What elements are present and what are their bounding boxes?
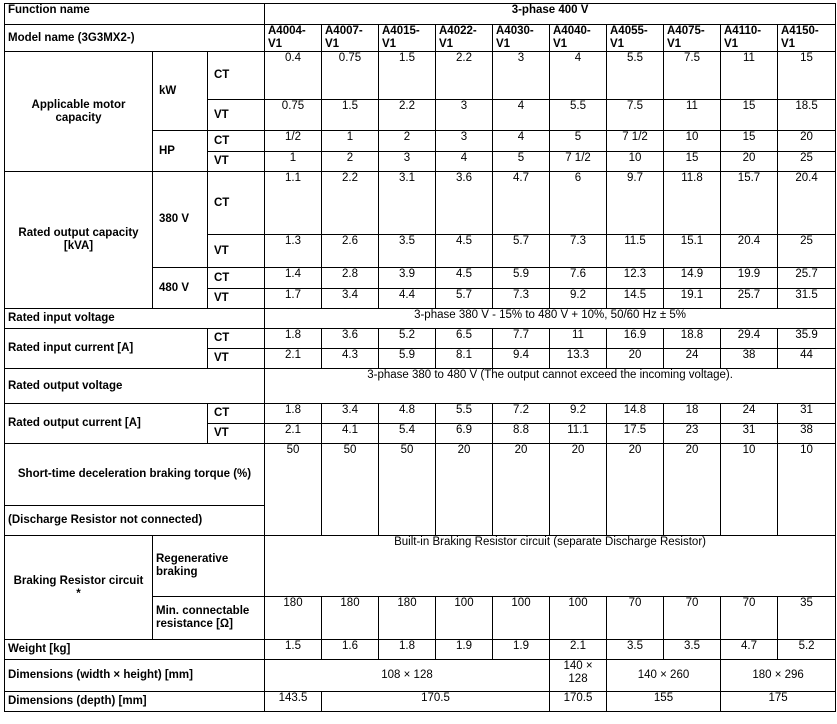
- value-cell: 10: [778, 444, 836, 536]
- value-cell: 2.1: [265, 424, 322, 444]
- model-name-cell: A4055-V1: [607, 25, 664, 52]
- value-cell: 1.5: [322, 100, 379, 131]
- value-cell: 4: [550, 52, 607, 100]
- value-cell: 11.1: [550, 424, 607, 444]
- value-cell: 35.9: [778, 329, 836, 349]
- value-cell: 13.3: [550, 349, 607, 369]
- value-cell: 35: [778, 597, 836, 640]
- regenerative-value: Built-in Braking Resistor circuit (separate Discharge Resistor): [265, 536, 836, 597]
- value-cell: 2.2: [436, 52, 493, 100]
- value-cell: 4.3: [322, 349, 379, 369]
- dimensions-wh-label: Dimensions (width × height) [mm]: [5, 660, 265, 692]
- value-cell: 20: [664, 444, 721, 536]
- value-cell: 1.4: [265, 268, 322, 289]
- value-cell: 11: [550, 329, 607, 349]
- model-name-cell: A4015-V1: [379, 25, 436, 52]
- value-cell: 10: [664, 131, 721, 152]
- value-cell: 3.6: [322, 329, 379, 349]
- value-cell: 31: [721, 424, 778, 444]
- value-cell: 8.1: [436, 349, 493, 369]
- value-cell: 5.7: [436, 289, 493, 309]
- model-name-cell: A4004-V1: [265, 25, 322, 52]
- dim-depth-cell: 175: [721, 692, 836, 712]
- output-current-ct-row: [5, 404, 836, 424]
- value-cell: 2: [322, 152, 379, 172]
- hp-label: HP: [153, 131, 208, 172]
- value-cell: 3.1: [379, 172, 436, 235]
- rated-input-current-label: Rated input current [A]: [5, 329, 208, 369]
- value-cell: 1.5: [265, 640, 322, 660]
- weight-row: [5, 640, 836, 660]
- value-cell: 3.5: [607, 640, 664, 660]
- value-cell: 5: [493, 152, 550, 172]
- value-cell: 7.7: [493, 329, 550, 349]
- value-cell: 23: [664, 424, 721, 444]
- value-cell: 4.1: [322, 424, 379, 444]
- value-cell: 12.3: [607, 268, 664, 289]
- value-cell: 5.4: [379, 424, 436, 444]
- value-cell: 100: [436, 597, 493, 640]
- model-name-label: Model name (3G3MX2-): [5, 25, 265, 52]
- value-cell: 7.3: [493, 289, 550, 309]
- value-cell: 2.6: [322, 235, 379, 268]
- model-name-cell: A4075-V1: [664, 25, 721, 52]
- kw-label: kW: [153, 52, 208, 131]
- value-cell: 100: [550, 597, 607, 640]
- ct-label: CT: [208, 131, 265, 152]
- value-cell: 3: [379, 152, 436, 172]
- value-cell: 180: [379, 597, 436, 640]
- value-cell: 3.5: [379, 235, 436, 268]
- regenerative-label: Regenerative braking: [153, 536, 265, 597]
- rated-output-capacity-label: Rated output capacity [kVA]: [5, 172, 153, 309]
- braking-circuit-star: *: [76, 587, 81, 600]
- value-cell: 5.5: [607, 52, 664, 100]
- value-cell: 70: [607, 597, 664, 640]
- rated-output-voltage-row: [5, 369, 836, 404]
- value-cell: 17.5: [607, 424, 664, 444]
- dim-wh-cell: 140 × 128: [550, 660, 607, 692]
- value-cell: 2.2: [322, 172, 379, 235]
- value-cell: 9.2: [550, 289, 607, 309]
- value-cell: 1.5: [379, 52, 436, 100]
- function-name-row: [5, 4, 836, 25]
- vt-label: VT: [208, 349, 265, 369]
- value-cell: 2.2: [379, 100, 436, 131]
- value-cell: 24: [664, 349, 721, 369]
- value-cell: 14.8: [607, 404, 664, 424]
- value-cell: 0.75: [265, 100, 322, 131]
- value-cell: 1.3: [265, 235, 322, 268]
- v380-label: 380 V: [153, 172, 208, 268]
- value-cell: 15.1: [664, 235, 721, 268]
- value-cell: 25: [778, 235, 836, 268]
- value-cell: 6: [550, 172, 607, 235]
- dim-depth-cell: 170.5: [322, 692, 550, 712]
- value-cell: 7.3: [550, 235, 607, 268]
- value-cell: 20: [607, 349, 664, 369]
- braking-torque-row: [5, 444, 836, 506]
- value-cell: 16.9: [607, 329, 664, 349]
- value-cell: 2.1: [550, 640, 607, 660]
- value-cell: 20.4: [721, 235, 778, 268]
- value-cell: 1/2: [265, 131, 322, 152]
- rated-output-current-label: Rated output current [A]: [5, 404, 208, 444]
- value-cell: 15: [721, 131, 778, 152]
- braking-circuit-text: Braking Resistor circuit: [13, 574, 144, 587]
- value-cell: 38: [778, 424, 836, 444]
- value-cell: 50: [379, 444, 436, 536]
- value-cell: 25.7: [721, 289, 778, 309]
- model-name-cell: A4110-V1: [721, 25, 778, 52]
- value-cell: 4: [436, 152, 493, 172]
- value-cell: 15: [664, 152, 721, 172]
- value-cell: 3.6: [436, 172, 493, 235]
- value-cell: 5.2: [778, 640, 836, 660]
- value-cell: 7 1/2: [607, 131, 664, 152]
- dim-wh-cell: 140 × 260: [607, 660, 721, 692]
- regenerative-row: [5, 536, 836, 597]
- value-cell: 50: [265, 444, 322, 536]
- dimensions-depth-row: [5, 692, 836, 712]
- value-cell: 11: [721, 52, 778, 100]
- value-cell: 8.8: [493, 424, 550, 444]
- value-cell: 3: [436, 100, 493, 131]
- dimensions-depth-label: Dimensions (depth) [mm]: [5, 692, 265, 712]
- value-cell: 38: [721, 349, 778, 369]
- value-cell: 5.5: [436, 404, 493, 424]
- model-name-cell: A4150-V1: [778, 25, 836, 52]
- min-resistance-label: Min. connectable resistance [Ω]: [153, 597, 265, 640]
- value-cell: 1.8: [265, 404, 322, 424]
- vt-label: VT: [208, 235, 265, 268]
- value-cell: 100: [493, 597, 550, 640]
- value-cell: 0.75: [322, 52, 379, 100]
- value-cell: 20: [778, 131, 836, 152]
- value-cell: 24: [721, 404, 778, 424]
- value-cell: 1.9: [436, 640, 493, 660]
- value-cell: 3: [436, 131, 493, 152]
- kw-ct-row: [5, 52, 836, 100]
- value-cell: 3: [493, 52, 550, 100]
- value-cell: 4.7: [493, 172, 550, 235]
- value-cell: 0.4: [265, 52, 322, 100]
- v480-label: 480 V: [153, 268, 208, 309]
- input-current-ct-row: [5, 329, 836, 349]
- value-cell: 9.7: [607, 172, 664, 235]
- value-cell: 7.5: [607, 100, 664, 131]
- model-name-cell: A4007-V1: [322, 25, 379, 52]
- applicable-motor-label: Applicable motor capacity: [5, 52, 153, 172]
- value-cell: 20: [436, 444, 493, 536]
- value-cell: 19.9: [721, 268, 778, 289]
- value-cell: 10: [721, 444, 778, 536]
- value-cell: 31: [778, 404, 836, 424]
- value-cell: 5.9: [379, 349, 436, 369]
- value-cell: 11.5: [607, 235, 664, 268]
- value-cell: 4.5: [436, 235, 493, 268]
- dimensions-wh-row: [5, 660, 836, 692]
- value-cell: 44: [778, 349, 836, 369]
- value-cell: 4.4: [379, 289, 436, 309]
- ct-label: CT: [208, 52, 265, 100]
- value-cell: 29.4: [721, 329, 778, 349]
- value-cell: 7.2: [493, 404, 550, 424]
- value-cell: 15.7: [721, 172, 778, 235]
- value-cell: 19.1: [664, 289, 721, 309]
- rated-input-voltage-row: [5, 309, 836, 329]
- value-cell: 7.6: [550, 268, 607, 289]
- rated-input-voltage-label: Rated input voltage: [5, 309, 265, 329]
- value-cell: 5.7: [493, 235, 550, 268]
- value-cell: 1: [265, 152, 322, 172]
- value-cell: 9.2: [550, 404, 607, 424]
- value-cell: 20: [607, 444, 664, 536]
- value-cell: 1: [322, 131, 379, 152]
- value-cell: 25: [778, 152, 836, 172]
- kva380-ct-row: [5, 172, 836, 235]
- dim-depth-cell: 143.5: [265, 692, 322, 712]
- value-cell: 6.9: [436, 424, 493, 444]
- value-cell: 1.1: [265, 172, 322, 235]
- vt-label: VT: [208, 100, 265, 131]
- value-cell: 2.8: [322, 268, 379, 289]
- ct-label: CT: [208, 404, 265, 424]
- value-cell: 15: [721, 100, 778, 131]
- value-cell: 9.4: [493, 349, 550, 369]
- value-cell: 25.7: [778, 268, 836, 289]
- value-cell: 4: [493, 131, 550, 152]
- value-cell: 4.7: [721, 640, 778, 660]
- value-cell: 18: [664, 404, 721, 424]
- value-cell: 3.5: [664, 640, 721, 660]
- value-cell: 1.8: [265, 329, 322, 349]
- value-cell: 70: [664, 597, 721, 640]
- dim-depth-cell: 170.5: [550, 692, 607, 712]
- ct-label: CT: [208, 268, 265, 289]
- value-cell: 4.8: [379, 404, 436, 424]
- ct-label: CT: [208, 172, 265, 235]
- value-cell: 7.5: [664, 52, 721, 100]
- ct-label: CT: [208, 329, 265, 349]
- value-cell: 2: [379, 131, 436, 152]
- value-cell: 1.9: [493, 640, 550, 660]
- rated-output-voltage-value: 3-phase 380 to 480 V (The output cannot exceed the incoming voltage).: [265, 369, 836, 404]
- value-cell: 6.5: [436, 329, 493, 349]
- model-name-cell: A4022-V1: [436, 25, 493, 52]
- dim-wh-cell: 180 × 296: [721, 660, 836, 692]
- value-cell: 15: [778, 52, 836, 100]
- value-cell: 31.5: [778, 289, 836, 309]
- value-cell: 5.9: [493, 268, 550, 289]
- value-cell: 1.6: [322, 640, 379, 660]
- vt-label: VT: [208, 424, 265, 444]
- braking-torque-label: Short-time deceleration braking torque (%): [5, 444, 265, 506]
- value-cell: 70: [721, 597, 778, 640]
- model-name-row: [5, 25, 836, 52]
- value-cell: 1.7: [265, 289, 322, 309]
- value-cell: 180: [322, 597, 379, 640]
- function-name-value: 3-phase 400 V: [265, 4, 836, 25]
- value-cell: 10: [607, 152, 664, 172]
- value-cell: 14.5: [607, 289, 664, 309]
- vt-label: VT: [208, 289, 265, 309]
- value-cell: 11: [664, 100, 721, 131]
- value-cell: 1.8: [379, 640, 436, 660]
- value-cell: 20: [550, 444, 607, 536]
- value-cell: 2.1: [265, 349, 322, 369]
- function-name-label: Function name: [5, 4, 265, 25]
- value-cell: 5.5: [550, 100, 607, 131]
- model-name-cell: A4030-V1: [493, 25, 550, 52]
- vt-label: VT: [208, 152, 265, 172]
- value-cell: 4: [493, 100, 550, 131]
- value-cell: 50: [322, 444, 379, 536]
- value-cell: 20: [721, 152, 778, 172]
- value-cell: 180: [265, 597, 322, 640]
- weight-label: Weight [kg]: [5, 640, 265, 660]
- braking-circuit-label: [5, 536, 153, 640]
- value-cell: 3.4: [322, 289, 379, 309]
- value-cell: 20: [493, 444, 550, 536]
- value-cell: 3.9: [379, 268, 436, 289]
- value-cell: 3.4: [322, 404, 379, 424]
- value-cell: 7 1/2: [550, 152, 607, 172]
- value-cell: 14.9: [664, 268, 721, 289]
- discharge-note: (Discharge Resistor not connected): [5, 506, 265, 536]
- value-cell: 5.2: [379, 329, 436, 349]
- rated-output-voltage-label: Rated output voltage: [5, 369, 265, 404]
- value-cell: 11.8: [664, 172, 721, 235]
- value-cell: 5: [550, 131, 607, 152]
- model-name-cell: A4040-V1: [550, 25, 607, 52]
- dim-depth-cell: 155: [607, 692, 721, 712]
- value-cell: 4.5: [436, 268, 493, 289]
- dim-wh-cell: 108 × 128: [265, 660, 550, 692]
- spec-table: [4, 3, 836, 712]
- value-cell: 20.4: [778, 172, 836, 235]
- value-cell: 18.8: [664, 329, 721, 349]
- rated-input-voltage-value: 3-phase 380 V - 15% to 480 V + 10%, 50/60 Hz ± 5%: [265, 309, 836, 329]
- value-cell: 18.5: [778, 100, 836, 131]
